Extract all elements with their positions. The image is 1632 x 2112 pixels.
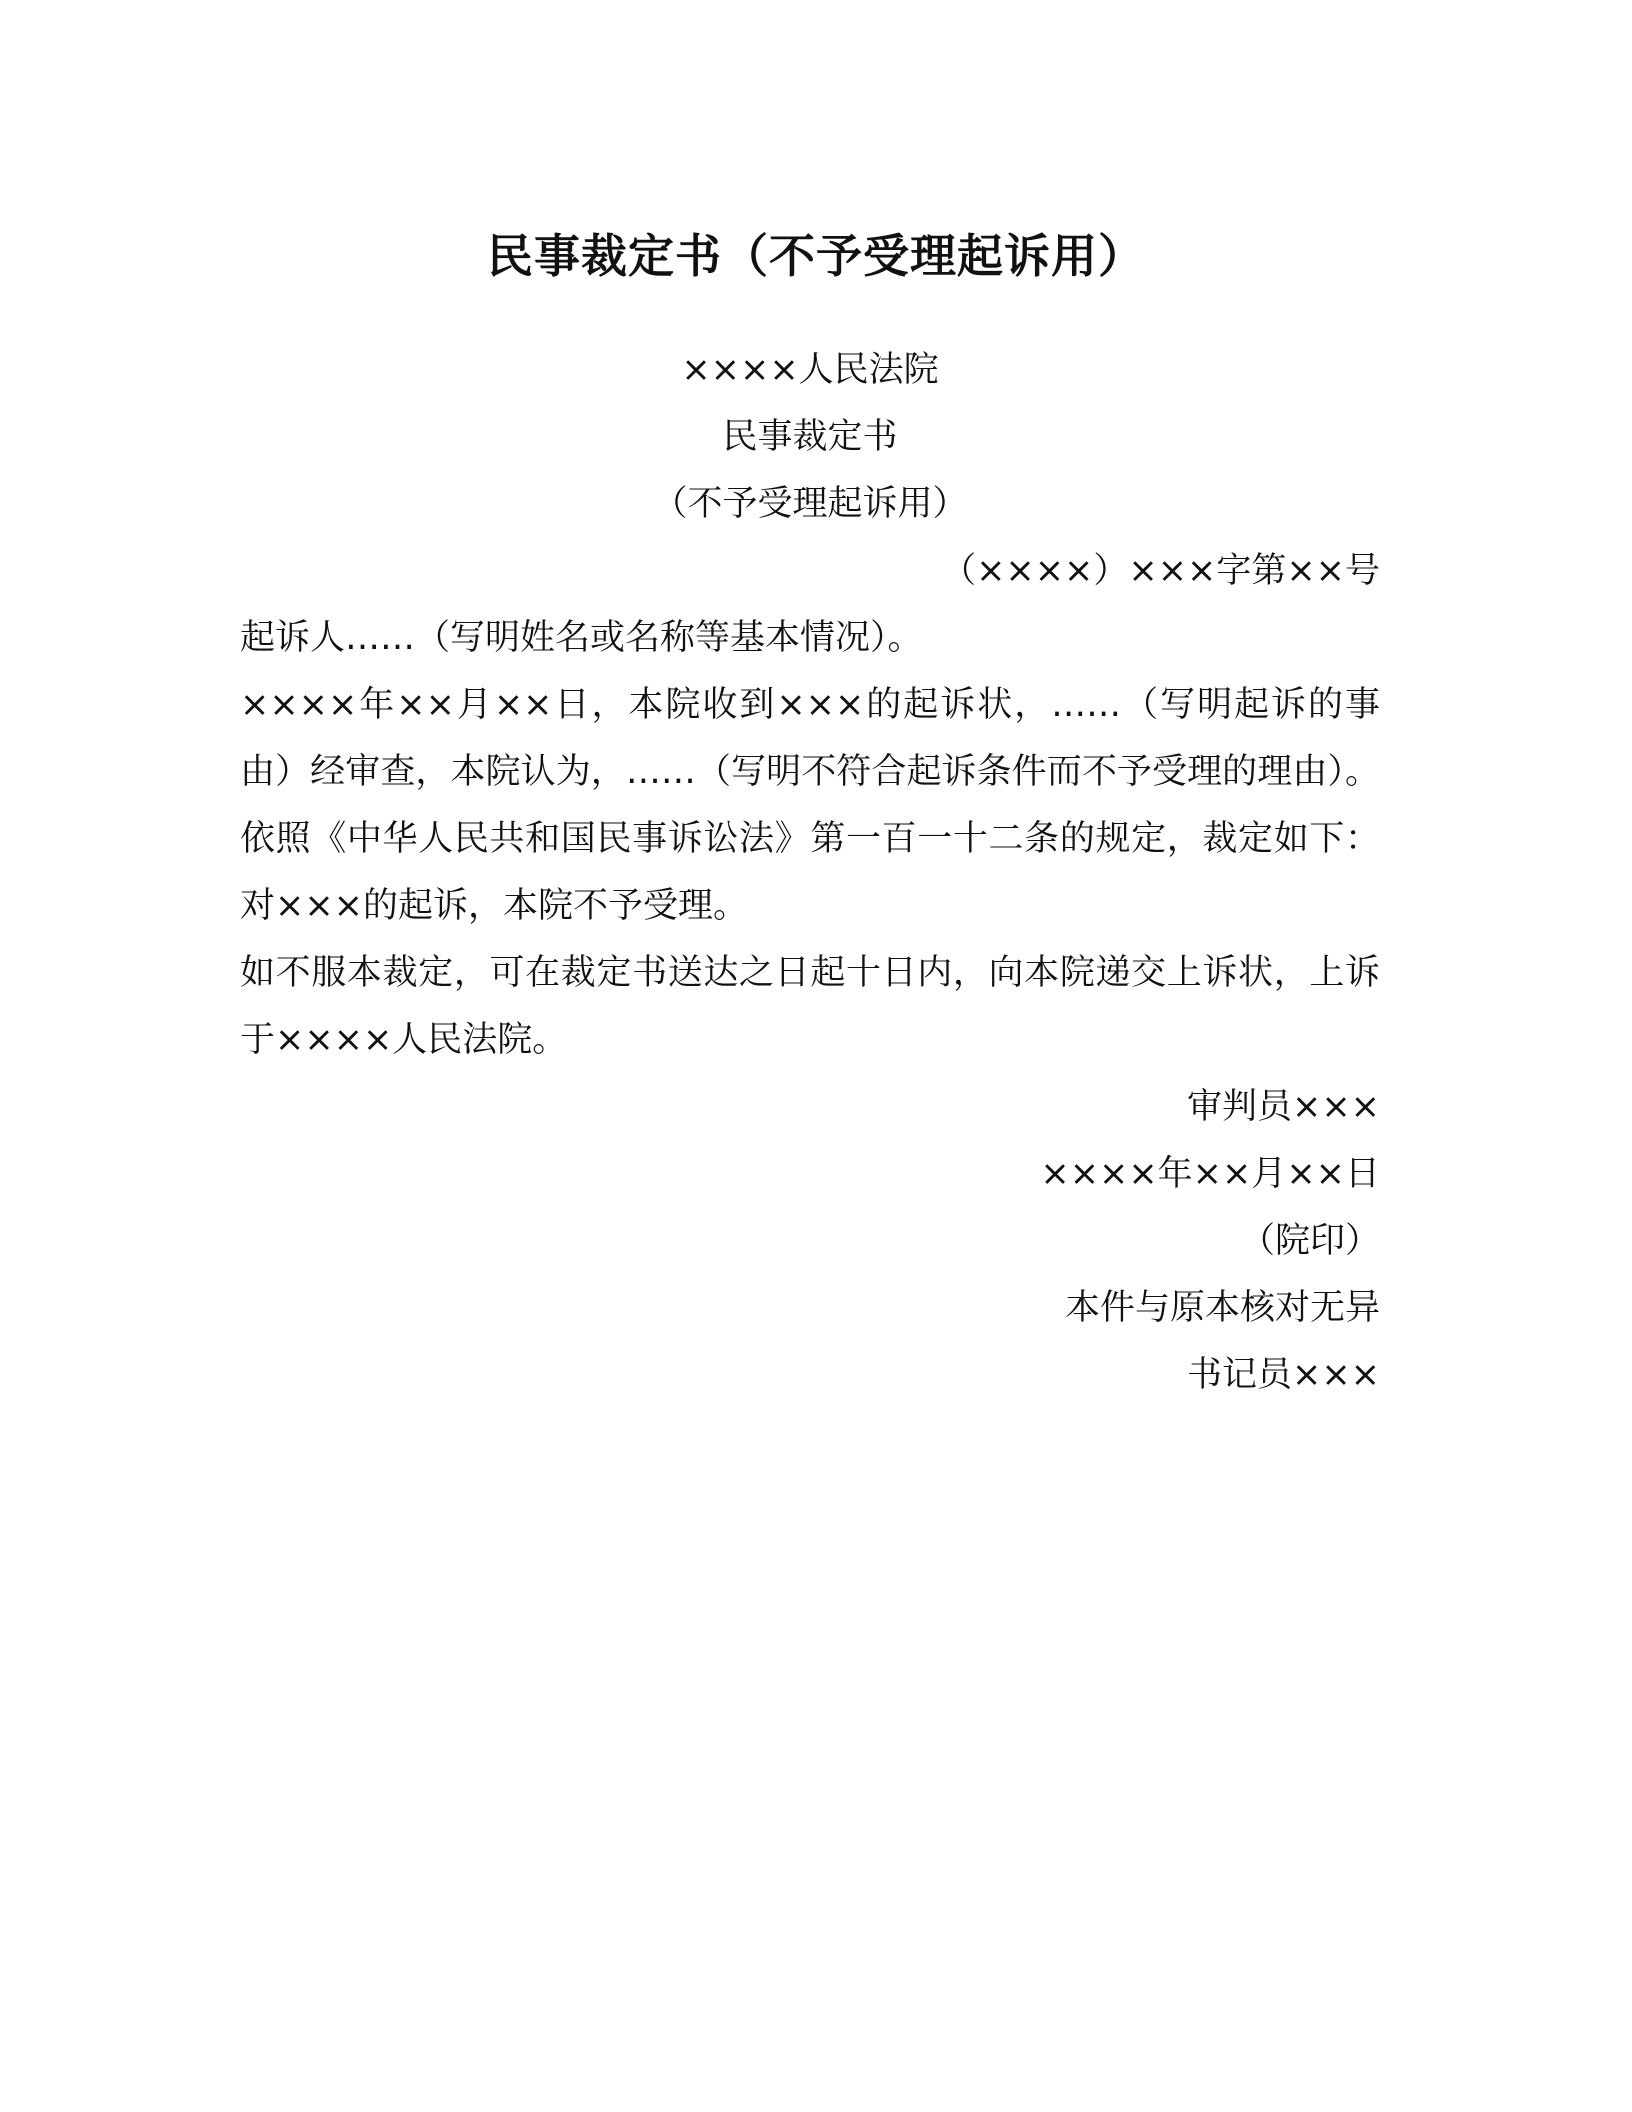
certification-note: 本件与原本核对无异 <box>1064 1288 1380 1328</box>
document-title: 民事裁定书（不予受理起诉用） <box>487 228 1145 283</box>
court-name: ××××人民法院 <box>681 350 939 390</box>
judge-signature: 审判员××× <box>1187 1087 1380 1127</box>
ruling-date: ××××年××月××日 <box>1040 1154 1380 1194</box>
document-subtitle: （不予受理起诉用） <box>652 484 968 524</box>
document-type: 民事裁定书 <box>722 417 898 457</box>
plaintiff-paragraph: 起诉人……（写明姓名或名称等基本情况）。 <box>240 618 923 658</box>
case-number: （××××）×××字第××号 <box>941 551 1380 591</box>
clerk-signature: 书记员××× <box>1187 1355 1380 1395</box>
document-body <box>240 337 1380 1409</box>
appeal-paragraph: 如不服本裁定，可在裁定书送达之日起十日内，向本院递交上诉状，上诉于××××人民法院。 <box>240 953 1380 1060</box>
court-seal: （院印） <box>1239 1221 1380 1261</box>
ruling-paragraph: ××××年××月××日，本院收到×××的起诉状，……（写明起诉的事由）经审查，本院认为，……（写明不符合起诉条件而不予受理的理由）。依照《中华人民共和国民事诉讼法》第一百一十二条的规定，裁定如下：对×××的起诉，本院不予受理。 <box>240 685 1380 926</box>
